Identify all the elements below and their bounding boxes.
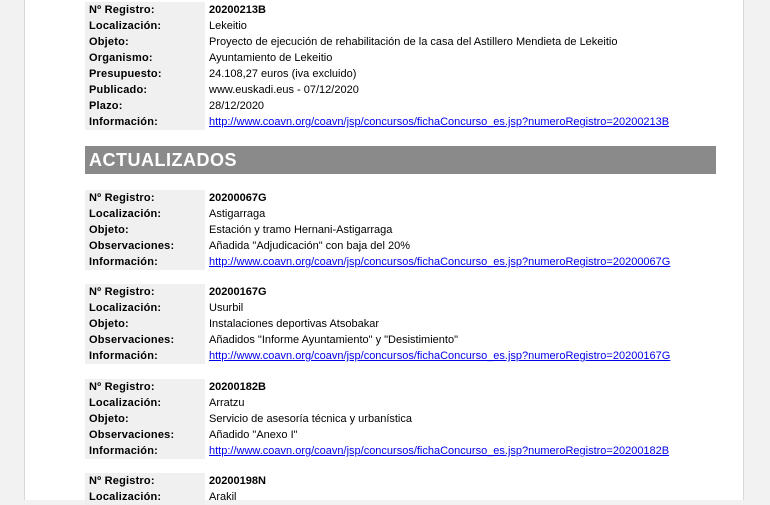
value-objeto: Servicio de asesoría técnica y urbanística — [209, 413, 412, 425]
row-informacion — [85, 348, 670, 364]
label-localizacion: Localización: — [85, 206, 205, 222]
label-registro: Nº Registro: — [85, 284, 205, 300]
record-table — [85, 473, 266, 505]
record-20200067G — [85, 190, 725, 270]
label-registro: Nº Registro: — [85, 379, 205, 395]
row-localizacion — [85, 395, 669, 411]
label-informacion: Información: — [85, 114, 205, 130]
label-plazo: Plazo: — [85, 98, 205, 114]
row-plazo — [85, 98, 669, 114]
value-objeto: Estación y tramo Hernani-Astigarraga — [209, 224, 393, 236]
row-objeto — [85, 411, 669, 427]
label-observaciones: Observaciones: — [85, 427, 205, 443]
label-objeto: Objeto: — [85, 222, 205, 238]
info-link[interactable]: http://www.coavn.org/coavn/jsp/concursos/fichaConcurso_es.jsp?numeroRegistro=20200167G — [209, 350, 671, 362]
value-objeto: Instalaciones deportivas Atsobakar — [209, 318, 379, 330]
row-informacion — [85, 254, 670, 270]
label-observaciones: Observaciones: — [85, 238, 205, 254]
value-observaciones: Añadido "Anexo I" — [209, 429, 298, 441]
row-registro — [85, 190, 670, 206]
label-objeto: Objeto: — [85, 411, 205, 427]
label-localizacion: Localización: — [85, 489, 205, 505]
record-table — [85, 284, 670, 364]
label-observaciones: Observaciones: — [85, 332, 205, 348]
value-localizacion: Lekeitio — [209, 20, 247, 32]
value-observaciones: Añadidos "Informe Ayuntamiento" y "Desistimiento" — [209, 334, 458, 346]
label-registro: Nº Registro: — [85, 473, 205, 489]
value-localizacion: Astigarraga — [209, 208, 266, 220]
row-informacion — [85, 443, 669, 459]
value-registro: 20200198N — [209, 475, 266, 487]
value-plazo: 28/12/2020 — [209, 100, 265, 112]
row-observaciones — [85, 427, 669, 443]
row-registro — [85, 284, 670, 300]
record-20200213B — [85, 2, 725, 130]
row-localizacion — [85, 489, 266, 505]
value-localizacion: Usurbil — [209, 302, 244, 314]
record-20200167G — [85, 284, 725, 364]
record-20200198N — [85, 473, 725, 505]
label-registro: Nº Registro: — [85, 2, 205, 18]
row-localizacion — [85, 206, 670, 222]
label-informacion: Información: — [85, 443, 205, 459]
record-20200182B — [85, 379, 725, 459]
record-table — [85, 190, 670, 270]
row-localizacion — [85, 300, 670, 316]
row-registro — [85, 379, 669, 395]
value-observaciones: Añadida "Adjudicación" con baja del 20% — [209, 240, 411, 252]
value-registro: 20200167G — [209, 286, 267, 298]
row-organismo — [85, 50, 669, 66]
value-publicado: www.euskadi.eus - 07/12/2020 — [209, 84, 359, 96]
label-organismo: Organismo: — [85, 50, 205, 66]
row-presupuesto — [85, 66, 669, 82]
value-organismo: Ayuntamiento de Lekeitio — [209, 52, 333, 64]
label-localizacion: Localización: — [85, 18, 205, 34]
label-informacion: Información: — [85, 254, 205, 270]
info-link[interactable]: http://www.coavn.org/coavn/jsp/concursos/fichaConcurso_es.jsp?numeroRegistro=20200182B — [209, 445, 670, 457]
value-registro: 20200213B — [209, 4, 266, 16]
record-table — [85, 2, 669, 130]
value-presupuesto: 24.108,27 euros (iva excluido) — [209, 68, 357, 80]
info-link[interactable]: http://www.coavn.org/coavn/jsp/concursos/fichaConcurso_es.jsp?numeroRegistro=20200213B — [209, 116, 670, 128]
label-presupuesto: Presupuesto: — [85, 66, 205, 82]
row-registro — [85, 2, 669, 18]
value-registro: 20200182B — [209, 381, 266, 393]
value-localizacion: Arakil — [209, 491, 237, 503]
label-objeto: Objeto: — [85, 316, 205, 332]
section-title: ACTUALIZADOS — [85, 146, 716, 174]
row-localizacion — [85, 18, 669, 34]
label-registro: Nº Registro: — [85, 190, 205, 206]
row-objeto — [85, 222, 670, 238]
value-objeto: Proyecto de ejecución de rehabilitación de la casa del Astillero Mendieta de Lekeitio — [209, 36, 618, 48]
label-informacion: Información: — [85, 348, 205, 364]
value-registro: 20200067G — [209, 192, 267, 204]
label-objeto: Objeto: — [85, 34, 205, 50]
info-link[interactable]: http://www.coavn.org/coavn/jsp/concursos/fichaConcurso_es.jsp?numeroRegistro=20200067G — [209, 256, 671, 268]
label-localizacion: Localización: — [85, 395, 205, 411]
row-objeto — [85, 316, 670, 332]
row-informacion — [85, 114, 669, 130]
row-objeto — [85, 34, 669, 50]
label-publicado: Publicado: — [85, 82, 205, 98]
row-observaciones — [85, 238, 670, 254]
row-observaciones — [85, 332, 670, 348]
record-table — [85, 379, 669, 459]
row-publicado — [85, 82, 669, 98]
label-localizacion: Localización: — [85, 300, 205, 316]
value-localizacion: Arratzu — [209, 397, 245, 409]
row-registro — [85, 473, 266, 489]
